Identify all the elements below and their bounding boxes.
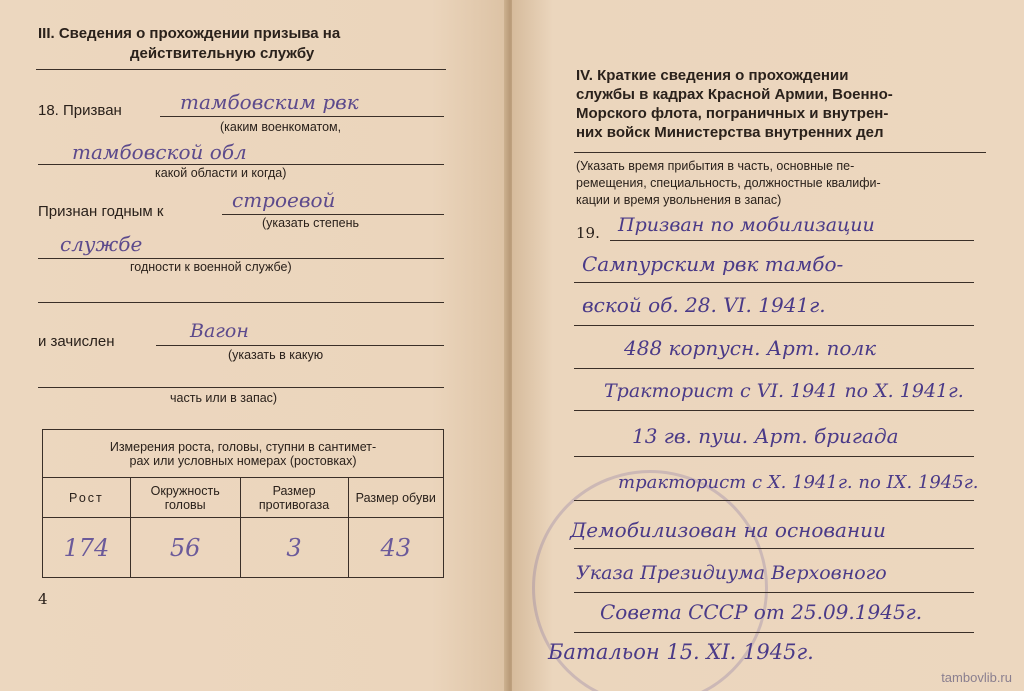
enrolled-line-2 bbox=[38, 387, 444, 388]
rule-3 bbox=[574, 325, 974, 326]
service-line-3: вской об. 28. VI. 1941г. bbox=[582, 293, 826, 317]
divider-right bbox=[574, 152, 986, 153]
fit-hint: (указать степень bbox=[262, 216, 360, 230]
field-18-hint-2: какой области и когда) bbox=[155, 166, 287, 180]
table-title-line1: Измерения роста, головы, ступни в сантимет- bbox=[109, 439, 377, 454]
value-shoe: 43 bbox=[348, 518, 444, 578]
section-4-heading bbox=[576, 66, 986, 142]
section-4-heading-line2: службы в кадрах Красной Армии, Военно- bbox=[576, 86, 893, 103]
field-18-handwriting: тамбовским рвк bbox=[180, 90, 359, 114]
rule-2 bbox=[574, 282, 974, 283]
value-gasmask: 3 bbox=[240, 518, 348, 578]
service-line-4: 488 корпусн. Арт. полк bbox=[624, 336, 877, 360]
blank-line bbox=[38, 302, 444, 303]
enrolled-handwriting: Вагон bbox=[190, 320, 249, 342]
field-18-line-2 bbox=[38, 164, 444, 165]
header-height: Рост bbox=[43, 478, 131, 518]
service-line-8: Демобилизован на основании bbox=[570, 518, 886, 542]
rule-8 bbox=[574, 548, 974, 549]
header-shoe: Размер обуви bbox=[348, 478, 444, 518]
section-3-heading-line1: III. Сведения о прохождении призыва на bbox=[38, 25, 341, 42]
fit-label: Признан годным к bbox=[38, 203, 164, 220]
service-line-1: Призван по мобилизации bbox=[618, 214, 875, 236]
service-line-2: Сампурским рвк тамбо- bbox=[582, 252, 844, 276]
left-page bbox=[0, 0, 508, 691]
fit-handwriting-2: службе bbox=[60, 232, 143, 256]
service-line-5: Тракторист с VI. 1941 по X. 1941г. bbox=[604, 380, 964, 402]
rule-1 bbox=[610, 240, 974, 241]
rule-6 bbox=[574, 456, 974, 457]
service-line-9: Указа Президиума Верховного bbox=[576, 562, 887, 584]
fit-line-2 bbox=[38, 258, 444, 259]
section-4-hint-line2: ремещения, специальность, должностные квалифи- bbox=[576, 176, 881, 190]
service-line-6: 13 гв. пуш. Арт. бригада bbox=[632, 424, 899, 448]
section-4-heading-line4: них войск Министерства внутренних дел bbox=[576, 124, 884, 141]
service-line-10: Совета СССР от 25.09.1945г. bbox=[600, 600, 923, 624]
rule-5 bbox=[574, 410, 974, 411]
field-18-label: 18. Призван bbox=[38, 102, 122, 119]
header-head: Окружность головы bbox=[130, 478, 240, 518]
rule-10 bbox=[574, 632, 974, 633]
service-line-11: Батальон 15. XI. 1945г. bbox=[548, 640, 814, 664]
service-line-7: тракторист с X. 1941г. по IX. 1945г. bbox=[618, 472, 979, 493]
value-head: 56 bbox=[130, 518, 240, 578]
fit-handwriting: строевой bbox=[232, 188, 336, 212]
measurements-table bbox=[42, 429, 444, 578]
field-18-line bbox=[160, 116, 444, 117]
divider bbox=[36, 69, 446, 70]
enrolled-hint: (указать в какую bbox=[228, 348, 324, 362]
field-19-label: 19. bbox=[576, 224, 600, 242]
fit-hint-2: годности к военной службе) bbox=[130, 260, 292, 274]
section-4-heading-line3: Морского флота, пограничных и внутрен- bbox=[576, 105, 889, 122]
section-4-hint-line1: (Указать время прибытия в часть, основные пе- bbox=[576, 159, 855, 173]
section-4-hint-line3: кации и время увольнения в запас) bbox=[576, 193, 782, 207]
right-page bbox=[512, 0, 1024, 691]
value-height: 174 bbox=[43, 518, 131, 578]
table-title-line2: рах или условных номерах (ростовках) bbox=[129, 453, 357, 468]
rule-7 bbox=[574, 500, 974, 501]
enrolled-hint-2: часть или в запас) bbox=[170, 391, 278, 405]
section-3-heading-line2: действительную службу bbox=[130, 45, 315, 62]
enrolled-label: и зачислен bbox=[38, 333, 115, 350]
section-4-hint bbox=[576, 158, 881, 209]
watermark: tambovlib.ru bbox=[941, 670, 1012, 685]
section-4-heading-line1: IV. Краткие сведения о прохождении bbox=[576, 67, 849, 84]
header-gasmask: Размер противогаза bbox=[240, 478, 348, 518]
rule-4 bbox=[574, 368, 974, 369]
enrolled-line bbox=[156, 345, 444, 346]
table-title bbox=[43, 430, 444, 478]
rule-9 bbox=[574, 592, 974, 593]
field-18-handwriting-2: тамбовской обл bbox=[72, 140, 247, 164]
field-18-hint: (каким военкоматом, bbox=[220, 120, 342, 134]
page-number: 4 bbox=[38, 590, 48, 608]
fit-line bbox=[222, 214, 444, 215]
